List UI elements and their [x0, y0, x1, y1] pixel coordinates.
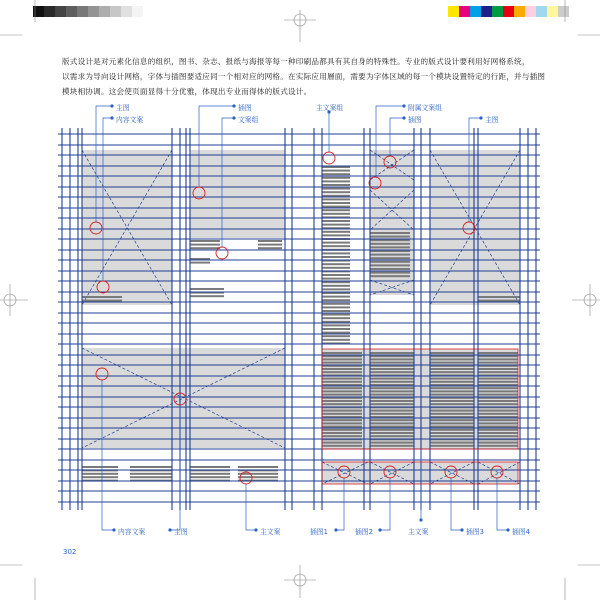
text-line-bar: [430, 381, 474, 383]
text-line-bar: [370, 268, 410, 270]
text-line-bar: [322, 191, 350, 193]
text-line-bar: [478, 381, 518, 383]
text-line-bar: [370, 352, 414, 354]
text-line-bar: [322, 332, 350, 334]
text-line-bar: [370, 358, 414, 360]
text-line-bar: [82, 296, 122, 298]
text-line-bar: [322, 335, 350, 337]
text-line-bar: [130, 466, 172, 468]
label-illustration-4: 插图4: [512, 528, 530, 536]
text-line-bar: [478, 442, 518, 444]
text-line-bar: [322, 368, 362, 370]
text-line-bar: [322, 234, 350, 236]
text-line-bar: [322, 267, 350, 269]
text-line-bar: [322, 224, 350, 226]
text-line-bar: [322, 209, 350, 211]
text-line-bar: [82, 466, 118, 468]
text-line-bar: [322, 296, 350, 298]
text-line-bar: [258, 240, 282, 242]
label-illustration-3: 插图3: [466, 528, 484, 536]
text-line-bar: [370, 410, 414, 412]
text-line-bar: [478, 296, 520, 298]
text-line-bar: [370, 368, 414, 370]
label-illustration: 插图: [238, 104, 252, 112]
text-line-bar: [322, 371, 362, 373]
text-line-bar: [478, 445, 518, 447]
label-main-image-2: 主图: [485, 116, 499, 124]
text-line-bar: [322, 324, 350, 326]
text-line-bar: [370, 403, 414, 405]
text-line-bar: [430, 355, 474, 357]
text-line-bar: [238, 473, 278, 475]
text-line-bar: [322, 403, 362, 405]
text-line-bar: [322, 281, 350, 283]
text-line-bar: [370, 236, 410, 238]
text-line-bar: [322, 442, 362, 444]
text-line-bar: [258, 244, 282, 246]
text-line-bar: [430, 445, 474, 447]
text-line-bar: [322, 306, 350, 308]
paragraph-line: 以需求为导向设计网格，字体与插图要适应同一个相对应的网格。在实际应用層面，需要为字体区域的每一个模块设置特定的行距，并与插图: [62, 72, 546, 81]
text-line-bar: [430, 432, 474, 434]
text-line-bar: [322, 256, 350, 258]
text-line-bar: [430, 358, 474, 360]
text-line-bar: [478, 400, 518, 402]
text-line-bar: [322, 198, 350, 200]
text-line-bar: [430, 371, 474, 373]
text-line-bar: [370, 445, 414, 447]
text-line-bar: [370, 239, 410, 241]
text-line-bar: [478, 362, 518, 364]
text-line-bar: [322, 317, 350, 319]
label-main-image: 主图: [116, 104, 130, 112]
text-line-bar: [430, 410, 474, 412]
text-line-bar: [130, 473, 172, 475]
text-line-bar: [370, 442, 414, 444]
text-line-bar: [238, 476, 278, 478]
text-line-bar: [370, 232, 410, 234]
text-line-bar: [430, 368, 474, 370]
text-line-bar: [322, 445, 362, 447]
text-line-bar: [238, 466, 278, 468]
text-line-bar: [322, 355, 362, 357]
text-line-bar: [370, 413, 414, 415]
text-line-bar: [322, 314, 350, 316]
text-line-bar: [322, 328, 350, 330]
text-line-bar: [430, 426, 474, 428]
text-line-bar: [322, 387, 362, 389]
text-line-bar: [478, 429, 518, 431]
text-line-bar: [82, 473, 118, 475]
text-line-bar: [430, 422, 474, 424]
text-line-bar: [322, 242, 350, 244]
text-line-bar: [430, 435, 474, 437]
text-line-bar: [478, 432, 518, 434]
text-line-bar: [370, 387, 414, 389]
text-line-bar: [322, 432, 362, 434]
text-line-bar: [370, 435, 414, 437]
text-line-bar: [478, 426, 518, 428]
label-text-group: 文案组: [238, 116, 259, 124]
text-line-bar: [190, 288, 224, 290]
text-line-bar: [190, 244, 220, 246]
text-line-bar: [370, 381, 414, 383]
text-line-bar: [478, 419, 518, 421]
text-line-bar: [190, 476, 230, 478]
text-line-bar: [478, 368, 518, 370]
paragraph-line: 版式设计是对元素化信息的组织，图书、杂志、报纸与海报等每一种印刷品都具有其自身的特殊性。专业的版式设计要利用好网格系统，: [62, 57, 530, 66]
text-line-bar: [322, 321, 350, 323]
text-line-bar: [322, 410, 362, 412]
text-line-bar: [478, 352, 518, 354]
text-line-bar: [322, 390, 362, 392]
text-line-bar: [190, 473, 230, 475]
text-line-bar: [322, 362, 362, 364]
text-line-bar: [478, 378, 518, 380]
text-line-bar: [322, 188, 350, 190]
text-line-bar: [190, 247, 220, 249]
text-line-bar: [370, 246, 410, 248]
text-line-bar: [430, 362, 474, 364]
text-line-bar: [322, 310, 350, 312]
text-line-bar: [322, 206, 350, 208]
text-line-bar: [370, 355, 414, 357]
text-line-bar: [322, 381, 362, 383]
text-line-bar: [370, 426, 414, 428]
text-line-bar: [322, 180, 350, 182]
text-line-bar: [478, 390, 518, 392]
text-line-bar: [190, 240, 220, 242]
text-line-bar: [430, 429, 474, 431]
text-line-bar: [190, 466, 230, 468]
text-line-bar: [322, 339, 350, 341]
text-line-bar: [478, 387, 518, 389]
label-sub-text-group: 附属文案组: [408, 104, 442, 112]
text-line-bar: [370, 419, 414, 421]
text-line-bar: [322, 173, 350, 175]
text-line-bar: [478, 435, 518, 437]
text-line-bar: [322, 288, 350, 290]
label-main-image-bottom: 主图: [174, 528, 188, 536]
text-line-bar: [322, 184, 350, 186]
text-line-bar: [430, 352, 474, 354]
text-line-bar: [322, 400, 362, 402]
text-line-bar: [370, 362, 414, 364]
label-main-text-group: 主文案组: [316, 104, 344, 112]
text-line-bar: [322, 252, 350, 254]
text-line-bar: [370, 264, 410, 266]
text-line-bar: [322, 419, 362, 421]
label-content-text: 内容文案: [116, 116, 144, 124]
text-line-bar: [478, 358, 518, 360]
text-line-bar: [322, 278, 350, 280]
label-main-text-bottom-2: 主文案: [408, 528, 429, 536]
text-line-bar: [190, 262, 210, 264]
label-illustration-2: 插图: [408, 116, 422, 124]
text-line-bar: [82, 300, 122, 302]
text-line-bar: [370, 422, 414, 424]
text-line-bar: [478, 394, 518, 396]
text-line-bar: [430, 442, 474, 444]
text-line-bar: [478, 371, 518, 373]
text-line-bar: [478, 422, 518, 424]
text-line-bar: [478, 410, 518, 412]
text-line-bar: [370, 257, 410, 259]
text-line-bar: [322, 177, 350, 179]
text-line-bar: [430, 387, 474, 389]
label-illustration-1: 插图1: [310, 528, 328, 536]
text-line-bar: [430, 400, 474, 402]
text-line-bar: [322, 245, 350, 247]
text-line-bar: [370, 429, 414, 431]
text-line-bar: [322, 426, 362, 428]
text-line-bar: [322, 220, 350, 222]
text-line-bar: [322, 378, 362, 380]
text-line-bar: [322, 202, 350, 204]
text-line-bar: [430, 419, 474, 421]
text-line-bar: [258, 247, 282, 249]
text-line-bar: [370, 243, 410, 245]
label-content-text-bottom: 内容文案: [118, 528, 146, 536]
page-number: 302: [63, 548, 77, 556]
text-line-bar: [370, 254, 410, 256]
text-line-bar: [130, 476, 172, 478]
text-line-bar: [478, 403, 518, 405]
text-line-bar: [322, 352, 362, 354]
paragraph-line: 模块相协调。这会使页面显得十分优雅，体现出专业而得体的版式设计。: [62, 87, 312, 96]
text-line-bar: [430, 403, 474, 405]
text-line-bar: [322, 303, 350, 305]
text-line-bar: [478, 413, 518, 415]
text-line-bar: [322, 299, 350, 301]
text-line-bar: [430, 390, 474, 392]
text-line-bar: [322, 231, 350, 233]
text-line-bar: [430, 394, 474, 396]
label-main-text-bottom-1: 主文案: [260, 528, 281, 536]
text-line-bar: [322, 358, 362, 360]
text-line-bar: [370, 261, 410, 263]
text-line-bar: [370, 378, 414, 380]
text-line-bar: [370, 275, 410, 277]
text-line-bar: [322, 274, 350, 276]
text-line-bar: [478, 355, 518, 357]
text-line-bar: [430, 413, 474, 415]
text-line-bar: [370, 432, 414, 434]
text-line-bar: [322, 213, 350, 215]
text-line-bar: [322, 195, 350, 197]
text-line-bar: [322, 422, 362, 424]
text-line-bar: [322, 263, 350, 265]
text-line-bar: [370, 400, 414, 402]
text-line-bar: [322, 170, 350, 172]
text-line-bar: [322, 394, 362, 396]
text-line-bar: [370, 272, 410, 274]
text-line-bar: [190, 295, 224, 297]
text-line-bar: [430, 378, 474, 380]
text-line-bar: [370, 371, 414, 373]
text-line-bar: [322, 435, 362, 437]
label-illustration-2-bottom: 插图2: [355, 528, 373, 536]
text-line-bar: [478, 300, 520, 302]
text-line-bar: [322, 285, 350, 287]
text-line-bar: [82, 476, 118, 478]
text-line-bar: [322, 429, 362, 431]
text-line-bar: [370, 394, 414, 396]
text-line-bar: [322, 413, 362, 415]
text-line-bar: [370, 390, 414, 392]
